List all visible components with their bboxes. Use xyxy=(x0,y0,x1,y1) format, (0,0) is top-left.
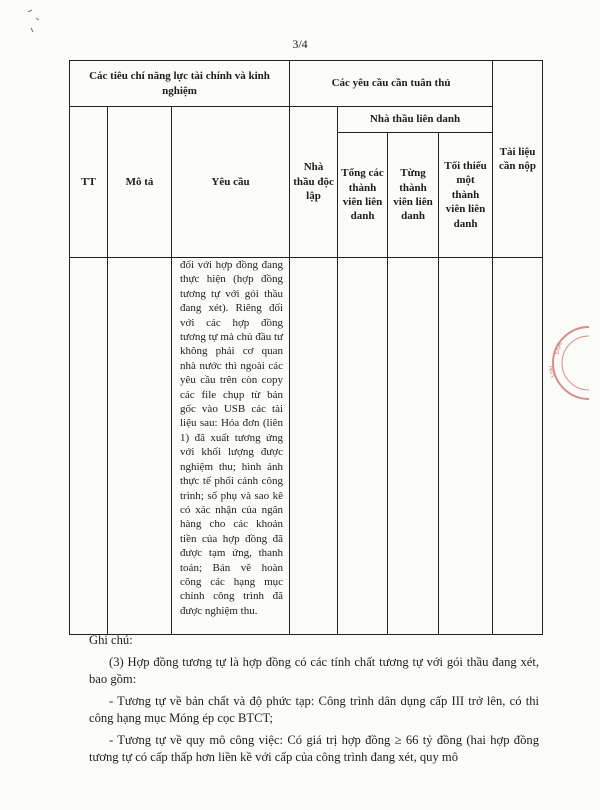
cell-tt xyxy=(70,258,108,635)
svg-text:VIN: VIN xyxy=(547,364,558,379)
header-all-members: Tổng các thành viên liên danh xyxy=(338,133,388,258)
note-paragraph: (3) Hợp đồng tương tự là hợp đồng có các tính chất tương tự với gói thầu đang xét, bao gồm: xyxy=(89,655,539,686)
header-each-member: Từng thành viên liên danh xyxy=(388,133,439,258)
note-paragraph: - Tương tự về bản chất và độ phức tạp: Công trình dân dụng cấp III trở lên, có thi công hạng mục Móng ép cọc BTCT; xyxy=(89,694,539,725)
header-financial-criteria: Các tiêu chí năng lực tài chính và kinh nghiệm xyxy=(70,61,290,107)
corner-marks-icon xyxy=(14,6,44,46)
header-description: Mô tả xyxy=(108,107,172,258)
header-joint-venture: Nhà thầu liên danh xyxy=(338,107,493,133)
cell-description xyxy=(108,258,172,635)
header-compliance: Các yêu cầu cần tuân thủ xyxy=(290,61,493,107)
svg-text:ĐIA: ĐIA xyxy=(552,341,565,356)
header-requirement: Yêu cầu xyxy=(172,107,290,258)
cell-independent xyxy=(290,258,338,635)
cell-documents xyxy=(493,258,543,635)
header-tt: TT xyxy=(70,107,108,258)
stamp-icon xyxy=(541,315,589,415)
note-paragraph: - Tương tự về quy mô công việc: Có giá trị hợp đồng ≥ 66 tỷ đồng (hai hợp đồng tương tự có cấp thấp hơn liền kề với cấp của công trình đang xét, quy mô xyxy=(89,733,539,764)
cell-all-members xyxy=(338,258,388,635)
notes-section xyxy=(89,632,539,766)
cell-min-one xyxy=(439,258,493,635)
cell-each-member xyxy=(388,258,439,635)
header-independent: Nhà thầu độc lập xyxy=(290,107,338,258)
cell-requirement: đối với hợp đồng đang thực hiện (hợp đồng tương tự với gói thầu đang xét). Riêng đối với các hợp đồng tương tự mà chủ đầu tư không phải cơ quan nhà nước thì ngoài các yêu cầu trên còn copy các file chụp từ bản gốc vào USB các tài liệu sau: Hóa đơn (liên 1) đã xuất tương ứng với khối lượng được nghiệm thu; hình ảnh thực tế phối cảnh công trình; sổ phụ và sao kê có xác nhận của ngân hàng cho các khoản tiền của hợp đồng đã được tạm ứng, thanh toán; Bản vẽ hoàn công các hạng mục chính công trình đã được nghiệm thu. xyxy=(172,258,290,635)
notes-title: Ghi chú: xyxy=(89,633,133,647)
page-number: 3/4 xyxy=(292,37,308,51)
criteria-table xyxy=(69,60,543,635)
table-row xyxy=(70,258,543,635)
header-documents: Tài liệu cần nộp xyxy=(493,61,543,258)
header-min-one-member: Tối thiểu một thành viên liên danh xyxy=(439,133,493,258)
